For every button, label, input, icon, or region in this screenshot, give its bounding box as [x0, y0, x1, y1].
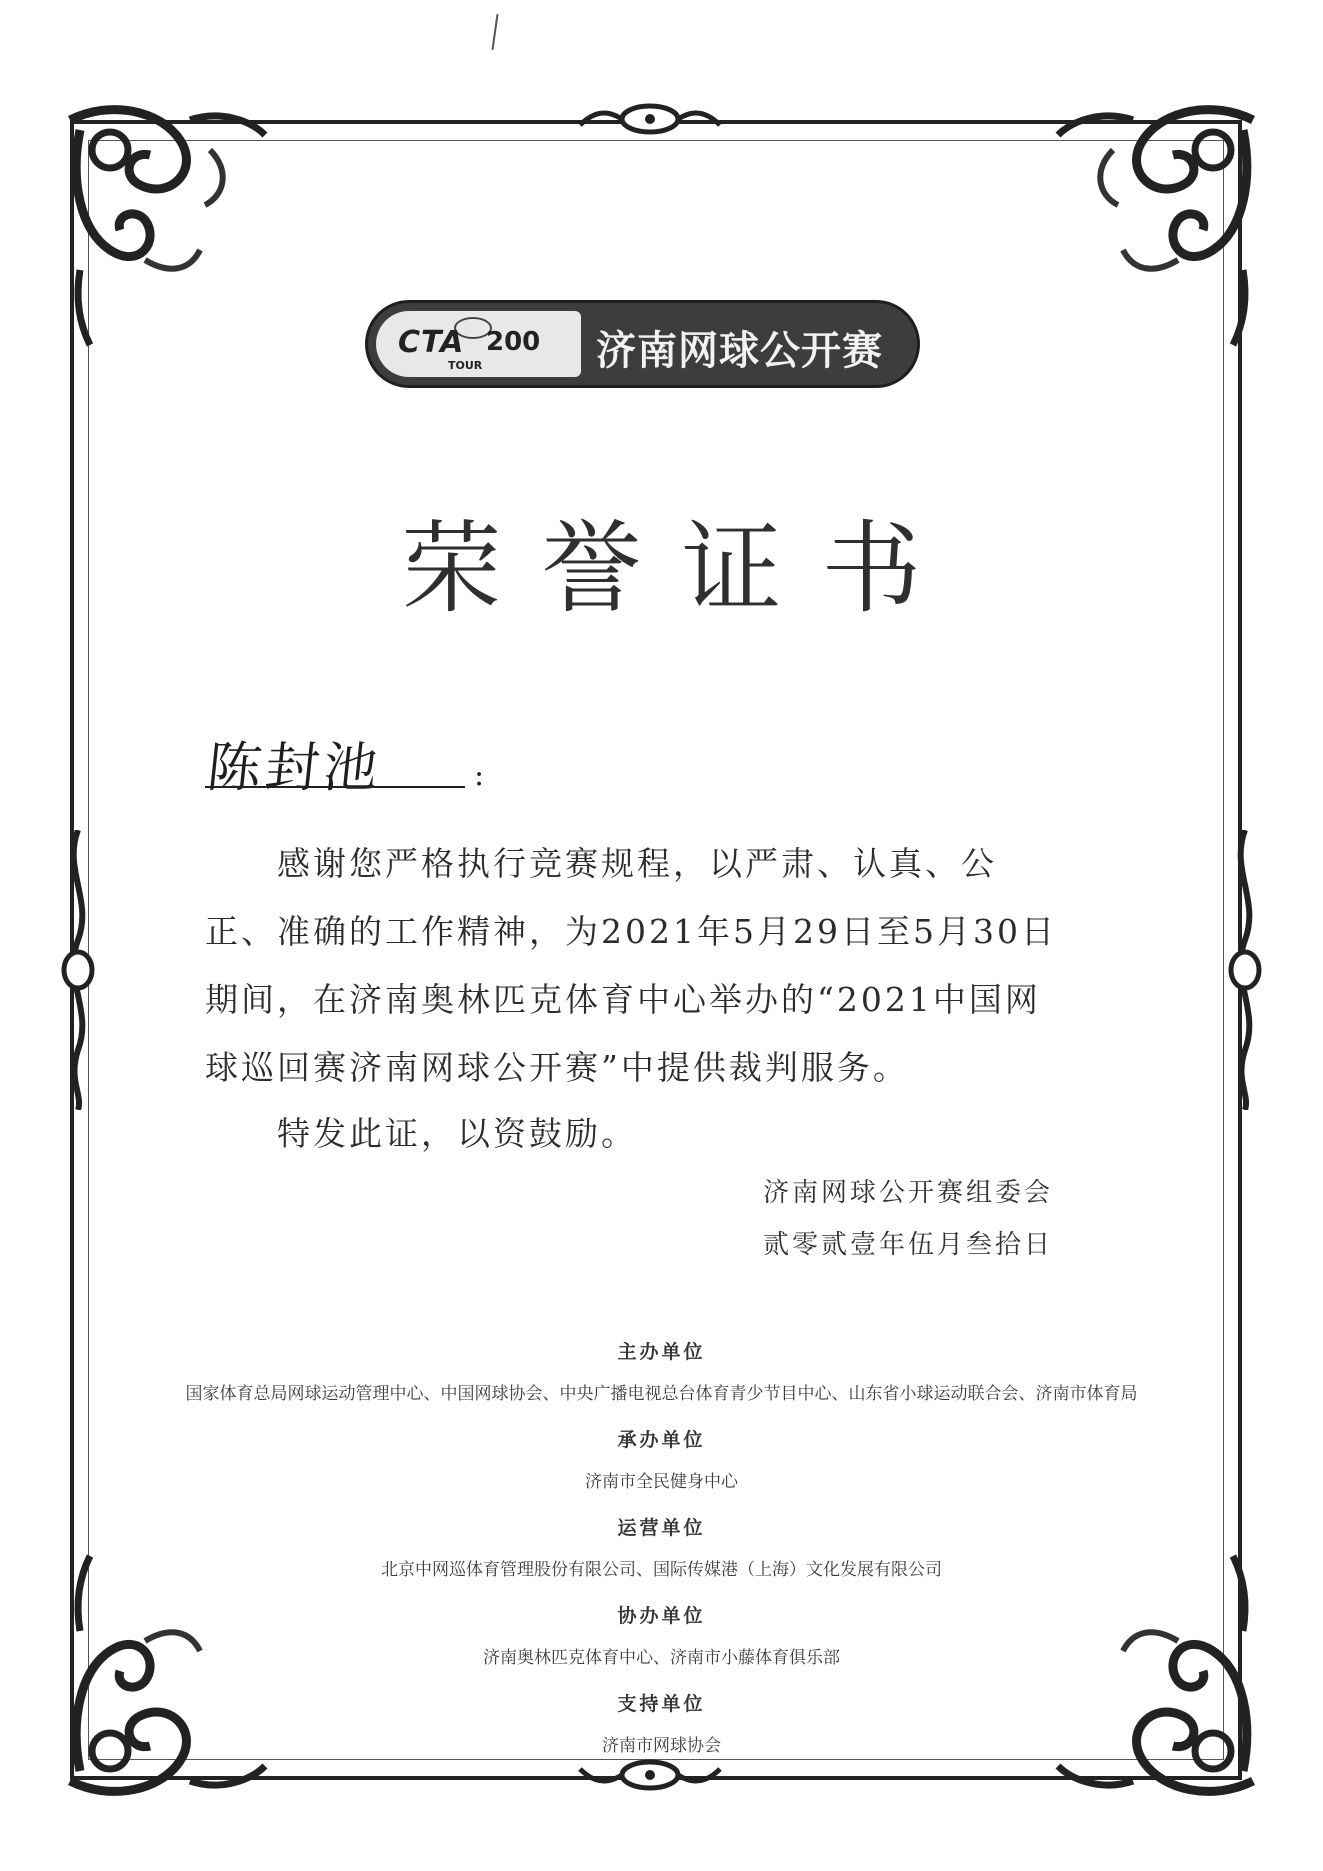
recipient-underline: [205, 786, 465, 788]
ornament-scroll-icon: [1043, 90, 1273, 350]
certificate-closing-paragraph: 特发此证，以资鼓励。: [277, 1114, 637, 1153]
top-crest-ornament: [575, 95, 725, 139]
scan-mark: [492, 14, 499, 50]
ornament-scroll-icon: [50, 90, 280, 350]
sponsor-value-supporter: 济南市网球协会: [602, 1736, 721, 1756]
recipient-name: 陈封池: [204, 736, 385, 799]
issuer-name: 济南网球公开赛组委会: [762, 1178, 1053, 1208]
sponsor-heading-co-organizer: 协办单位: [617, 1605, 706, 1627]
sponsor-value-host: 国家体育总局网球运动管理中心、中国网球协会、中央广播电视总台体育青少节目中心、山东省小球运动联合会、济南市体育局: [185, 1384, 1138, 1404]
sponsor-heading-supporter: 支持单位: [617, 1693, 706, 1715]
event-name: 济南网球公开赛: [596, 328, 883, 374]
logo-number: 200: [486, 327, 541, 357]
sponsor-value-organizer: 济南市全民健身中心: [585, 1472, 738, 1492]
issue-date: 贰零贰壹年伍月叁拾日: [762, 1230, 1053, 1260]
sponsor-heading-organizer: 承办单位: [617, 1429, 706, 1451]
recipient-colon: :: [474, 758, 485, 793]
crest-icon: [575, 95, 725, 139]
sponsor-heading-host: 主办单位: [617, 1341, 706, 1363]
corner-ornament-top-left: [50, 90, 280, 350]
event-logo-banner: [365, 300, 920, 388]
corner-ornament-top-right: [1043, 90, 1273, 350]
side-scroll-icon: [1225, 830, 1265, 1110]
logo-mark: CTA: [398, 325, 465, 360]
side-ornament-right: [1225, 830, 1265, 1110]
sponsors-section: [0, 1330, 1323, 1770]
side-ornament-left: [58, 830, 98, 1110]
sponsor-value-operator: 北京中网巡体育管理股份有限公司、国际传媒港（上海）文化发展有限公司: [381, 1560, 942, 1580]
certificate-body-paragraph: 感谢您严格执行竞赛规程，以严肃、认真、公正、准确的工作精神，为2021年5月29日至5月30日期间，在济南奥林匹克体育中心举办的“2021中国网球巡回赛济南网球公开赛”中提供裁判服务。: [205, 844, 1057, 1087]
sponsor-heading-operator: 运营单位: [617, 1517, 706, 1539]
cta-tour-badge: [376, 311, 581, 377]
side-scroll-icon: [58, 830, 98, 1110]
sponsor-value-co-organizer: 济南奥林匹克体育中心、济南市小藤体育俱乐部: [483, 1648, 840, 1668]
certificate-title: 荣誉证书: [401, 510, 962, 627]
logo-tour-label: TOUR: [448, 359, 483, 372]
